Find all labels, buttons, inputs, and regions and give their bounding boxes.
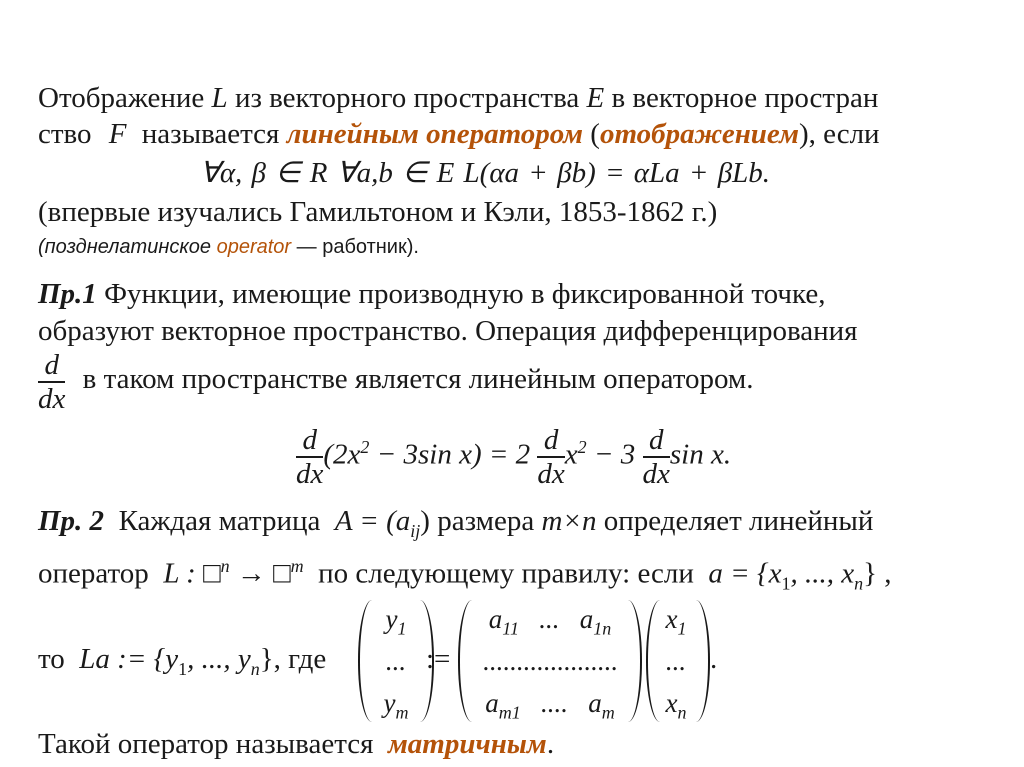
text: оператор: [38, 557, 164, 590]
derivative-equation: [296, 425, 731, 489]
text: Такой оператор называется: [38, 728, 388, 760]
math: L : □: [163, 557, 221, 590]
assign-symbol: :=: [426, 643, 451, 675]
history-note: (впервые изучались Гамильтоном и Кэли, 1853-1862 г.): [38, 196, 718, 228]
math: },: [259, 643, 281, 675]
matrix-row-1: $a_{11}$ ... $a_{1n}$: [488, 604, 612, 639]
term-mapping: отображением: [599, 118, 799, 150]
math-E: E: [586, 82, 605, 114]
frac-num: d: [44, 349, 59, 381]
final-dot: .: [710, 643, 718, 675]
deriv-frac-1: [296, 425, 323, 489]
matrix-row-2: ....................: [482, 646, 618, 676]
right-paren: [694, 600, 710, 722]
text: (позднелатинское: [38, 236, 217, 258]
etymology-note: [38, 236, 419, 259]
math-sub: 1: [178, 658, 188, 679]
text: (: [590, 118, 600, 150]
text: где: [280, 643, 327, 675]
frac-den: dx: [296, 457, 324, 490]
frac-num: d: [648, 424, 664, 456]
text: Отображение: [38, 82, 205, 114]
text: — работник).: [291, 236, 419, 258]
math-L: L: [211, 82, 228, 114]
ex1-line3: [38, 350, 754, 414]
frac-den: dx: [38, 382, 66, 415]
text: в таком пространстве является линейным оператором.: [82, 363, 754, 396]
text: .: [546, 728, 555, 760]
frac-num: d: [543, 424, 559, 456]
para1-line1: [38, 82, 878, 115]
math: } ,: [863, 557, 892, 590]
left-paren: [358, 600, 374, 722]
eq-text: sin x.: [669, 438, 732, 471]
derivative-fraction: [38, 350, 65, 414]
para1-line2: [38, 118, 880, 151]
math: , ..., x: [790, 557, 855, 590]
vec-x-3: $x_n$: [665, 688, 687, 723]
ex2-line1: [38, 505, 873, 542]
math-F: F: [108, 118, 127, 150]
frac-num: d: [302, 424, 317, 456]
example-label: Пр.1: [38, 278, 97, 310]
eq-text: − 3: [586, 438, 636, 471]
term-linear-operator: линейным оператором: [286, 118, 584, 150]
eq-text: x: [564, 438, 578, 471]
ex2-line2: [38, 556, 892, 594]
etym-word: operator: [216, 236, 292, 258]
math-sub: n: [854, 573, 864, 594]
matrix-row-3: $a_{m1}$ .... $a_m$: [485, 688, 615, 723]
deriv-frac-3: [643, 425, 670, 489]
text: по следующему правилу: если: [303, 557, 709, 590]
text: Каждая матрица: [104, 505, 335, 537]
example-label: Пр. 2: [38, 505, 105, 537]
term-matrix: матричным: [387, 728, 547, 760]
math: , ..., y: [187, 643, 251, 675]
text: определяет линейный: [596, 505, 874, 537]
text: размера: [429, 505, 542, 537]
vec-y-2: ...: [385, 646, 407, 676]
math: a = {x: [708, 557, 782, 590]
eq-text: − 3sin x) = 2: [369, 438, 531, 471]
eq-sup: 2: [577, 436, 587, 457]
vec-y-3: $y_m$: [383, 688, 409, 723]
text: то: [38, 643, 80, 675]
deriv-frac-2: [537, 425, 564, 489]
math-sub: 1: [781, 573, 791, 594]
ex1-line2: образуют векторное пространство. Операция дифференцирования: [38, 315, 858, 347]
eq-sup: 2: [360, 436, 370, 457]
math: A = (a: [334, 505, 411, 537]
frac-den: dx: [642, 457, 670, 490]
math: La := {y: [79, 643, 179, 675]
vec-x-2: ...: [665, 646, 687, 676]
math: ): [420, 505, 430, 537]
math: → □: [229, 557, 291, 590]
text: в векторное простран: [611, 82, 879, 114]
linearity-formula: ∀α, β ∈ R ∀a,b ∈ E L(αa + βb) = αLa + βLb.: [200, 157, 771, 189]
text: называется: [141, 118, 280, 150]
text: из векторного пространства: [234, 82, 580, 114]
text: ), если: [798, 118, 880, 150]
vec-y-1: $y_1$: [385, 604, 407, 639]
ex1-line1: [38, 278, 825, 311]
text: ство: [38, 118, 92, 150]
frac-den: dx: [537, 457, 565, 490]
closing-line: [38, 728, 554, 761]
math-sub: n: [250, 658, 260, 679]
vec-x-1: $x_1$: [665, 604, 687, 639]
math: m×n: [541, 505, 597, 537]
math-sub: ij: [410, 520, 421, 541]
ex2-line3: [38, 643, 326, 680]
math-sup: m: [290, 556, 304, 576]
math-sup: n: [220, 556, 230, 576]
right-paren: [626, 600, 642, 722]
eq-text: (2x: [323, 438, 361, 471]
text: Функции, имеющие производную в фиксированной точке,: [96, 278, 826, 310]
